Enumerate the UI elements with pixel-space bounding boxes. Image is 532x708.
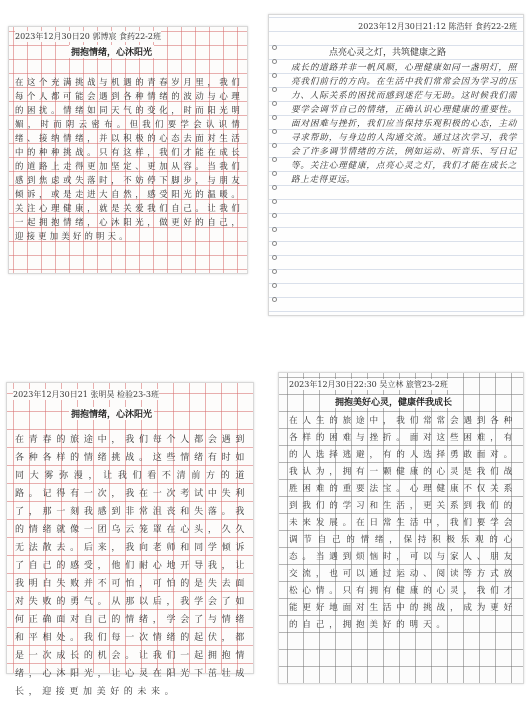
sheet-1-title: 拥抱情绪，心沐阳光 — [69, 45, 154, 58]
sheet-2-header: 2023年12月30日21:12 陈浩轩 食药22-2班 — [358, 22, 517, 31]
sheet-3-title: 拥抱情绪，心沐阳光 — [69, 407, 154, 420]
sheet-3-header: 2023年12月30日21 张明昊 检验23-3班 — [13, 390, 159, 399]
sheet-4-body: 在人生的旅途中，我们常常会遇到各种各样的困难与挫折。面对这些困难，有的人选择逃避，有的人选择勇敢面对。我认为，拥有一颗健康的心灵是我们战胜困难的重要法宝。心理健康不仅关系到我们的学习和生活，更关系到我们的未来发展。在日常生活中，我们要学会调节自己的情绪，保持积极乐观的心态。当遇到烦恼时，可以与家人、朋友交流，也可以通过运动、阅读等方式放松心情。只有拥有健康的心灵，我们才能更好地面对生活中的挑战，成为更好的自己，拥抱美好的明天。 — [289, 416, 517, 630]
notebook-spiral — [269, 15, 281, 315]
essay-sheet-3 — [6, 382, 254, 697]
sheet-1-body: 在这个充满挑战与机遇的青春岁月里，我们每个人都可能会遇到各种情绪的波动与心理的困扰。情绪如同天气的变化，时而阳光明媚，时而阴云密布。但我们要学会认识情绪、接纳情绪，并以积极的心态去面对生活中的种种挑战。只有这样，我们才能在成长的道路上走得更加坚定、更加从容。当我们感到焦虑或失落时，不妨停下脚步，与朋友倾诉，或是走进大自然，感受阳光的温暖。关注心理健康，就是关爱我们自己。让我们一起拥抱情绪，心沐阳光，做更好的自己，迎接更加美好的明天。 — [15, 77, 243, 241]
sheet-2-body: 成长的道路并非一帆风顺，心理健康如同一盏明灯，照亮我们前行的方向。在生活中我们常常会因为学习的压力、人际关系的困扰而感到迷茫与无助。这时候我们需要学会调节自己的情绪，正确认识心理健康的重要性。面对困难与挫折，我们应当保持乐观积极的心态，主动寻求帮助，与身边的人沟通交流。通过这次学习，我学会了许多调节情绪的方法，例如运动、听音乐、写日记等。关注心理健康，点亮心灵之灯，我们才能在成长之路上走得更远。 — [291, 63, 517, 185]
sheet-4-title: 拥抱美好心灵，健康伴我成长 — [333, 395, 454, 408]
sheet-1-header: 2023年12月30日20 郭博宸 食药22-2班 — [15, 32, 161, 41]
essay-sheet-4 — [278, 372, 524, 684]
essay-sheet-2 — [268, 14, 524, 316]
sheet-4-header: 2023年12月30日22:30 吴立林 旅管23-2班 — [289, 380, 448, 389]
sheet-3-body: 在青春的旅途中，我们每个人都会遇到各种各样的情绪挑战。这些情绪有时如同大雾弥漫，让我们看不清前方的道路。记得有一次，我在一次考试中失利了，那一刻我感到非常沮丧和失落。我的情绪就像一团乌云笼罩在心头，久久无法散去。后来，我向老师和同学倾诉了自己的感受，他们耐心地开导我，让我明白失败并不可怕，可怕的是失去面对失败的勇气。从那以后，我学会了如何正确面对自己的情绪，学会了与情绪和平相处。我们每一次情绪的起伏，都是一次成长的机会。让我们一起拥抱情绪，心沐阳光，让心灵在阳光下茁壮成长，迎接更加美好的未来。 — [15, 435, 249, 697]
sheet-2-title: 点亮心灵之灯，共筑健康之路 — [329, 48, 447, 58]
essay-sheet-1 — [8, 26, 248, 274]
